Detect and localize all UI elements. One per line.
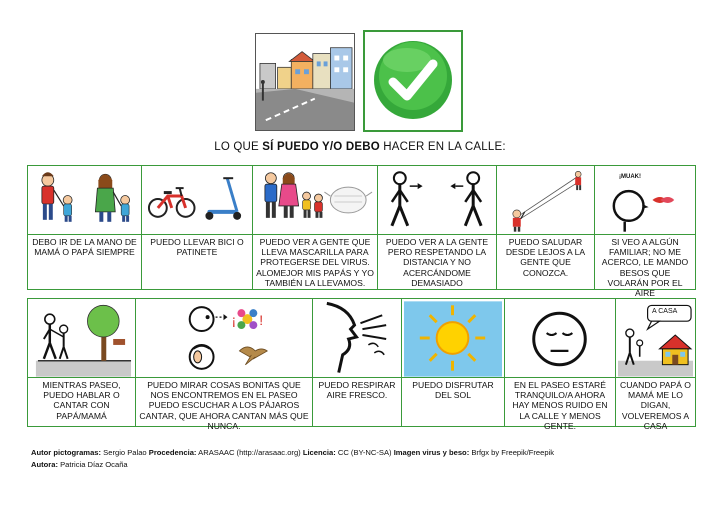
activities-grid-row-1 (27, 165, 696, 299)
activities-grid-row-2 (27, 298, 696, 431)
credit-label: Procedencia: (148, 448, 197, 457)
credits (31, 447, 554, 471)
breathe-fresh-air-icon (313, 299, 401, 377)
card-caption (497, 235, 595, 290)
svg-text:!: ! (259, 312, 264, 329)
green-checkmark-icon (365, 32, 461, 130)
title-emphasis: SÍ PUEDO Y/O DEBO (262, 141, 380, 153)
caption-bike-scooter: PUEDO LLEVAR BICI O PATINETE (150, 237, 244, 258)
credit-value: Patricia Díaz Ocaña (58, 460, 128, 469)
card-picture (497, 166, 595, 235)
svg-text:¡: ¡ (231, 312, 237, 329)
family-walking-hand-icon (28, 166, 141, 234)
bike-and-scooter-icon (142, 166, 252, 234)
caption-hand-parents: DEBO IR DE LA MANO DE MAMÁ O PAPÁ SIEMPRE (32, 237, 137, 258)
people-distance-icon (378, 166, 496, 234)
caption-mask: PUEDO VER A GENTE QUE LLEVA MASCARILLA PARA PROTEGERSE DEL VIRUS. ALOMEJOR MIS PAPÁS Y YO TAMBIÉN LA LLEVAMOS. (256, 237, 374, 288)
card-picture (595, 166, 696, 235)
pictogram-row (28, 166, 696, 235)
caption-fresh-air: PUEDO RESPIRAR AIRE FRESCO. (318, 380, 396, 401)
family-mask-icon (253, 166, 377, 234)
credit-value: Brfgx by Freepik/Freepik (469, 448, 555, 457)
air-kiss-icon (595, 166, 695, 234)
caption-talk-sing: MIENTRAS PASEO, PUEDO HABLAR O CANTAR CON PAPÁ/MAMÁ (42, 380, 121, 421)
caption-air-kiss: SI VEO A ALGÚN FAMILIAR; NO ME ACERCO, LE MANDO BESOS QUE VOLARÁN POR EL AIRE (601, 237, 689, 299)
credits-line-1 (31, 447, 554, 459)
card-caption (616, 378, 696, 431)
sun-icon (402, 299, 504, 377)
card-caption (28, 235, 142, 290)
card-picture (28, 299, 136, 378)
title-prefix: LO QUE (214, 141, 263, 153)
walking-talking-icon (28, 299, 135, 377)
caption-calm: EN EL PASEO ESTARÉ TRANQUILO/A AHORA HAY MENOS RUIDO EN LA CALLE Y MENOS GENTE. (512, 380, 608, 431)
credit-label: Imagen virus y beso: (393, 448, 470, 457)
street-scene-icon (256, 34, 354, 130)
card-picture (142, 166, 253, 235)
calm-face-icon (505, 299, 615, 377)
card-caption (28, 378, 136, 427)
card-caption (136, 378, 313, 431)
card-picture (505, 299, 616, 378)
credits-line-2 (31, 459, 554, 471)
card-picture (136, 299, 313, 378)
air-kiss-label: ¡MUAK! (619, 174, 641, 180)
credit-label: Licencia: (302, 448, 336, 457)
card-caption (378, 235, 497, 290)
card-caption (402, 378, 505, 427)
card-picture (313, 299, 402, 378)
greet-from-afar-icon (497, 166, 594, 234)
caption-row (28, 235, 696, 290)
credit-value: CC (BY-NC-SA) (335, 448, 394, 457)
page-title (0, 141, 720, 153)
caption-distance: PUEDO VER A LA GENTE PERO RESPETANDO LA DISTANCIA Y NO ACERCÁNDOME DEMASIADO (385, 237, 489, 288)
card-caption (595, 235, 696, 299)
title-suffix: HACER EN LA CALLE: (379, 141, 506, 153)
card-picture (28, 166, 142, 235)
card-picture (378, 166, 497, 235)
credit-value: Sergio Palao (101, 448, 149, 457)
card-caption (253, 235, 378, 290)
credit-label: Autor pictogramas: (31, 448, 102, 457)
go-home-label: A CASA (652, 308, 678, 315)
caption-go-home: CUANDO PAPÁ O MAMÁ ME LO DIGAN, VOLVEREMOS A CASA (620, 380, 691, 431)
card-caption (313, 378, 402, 427)
credit-value: ARASAAC (http://arasaac.org) (196, 448, 303, 457)
card-picture (253, 166, 378, 235)
card-caption (505, 378, 616, 431)
caption-greet-afar: PUEDO SALUDAR DESDE LEJOS A LA GENTE QUE CONOZCA. (505, 237, 586, 278)
look-listen-birds-icon (136, 299, 312, 377)
caption-row (28, 378, 696, 427)
caption-sun: PUEDO DISFRUTAR DEL SOL (412, 380, 494, 401)
card-caption (142, 235, 253, 290)
caption-look-listen: PUEDO MIRAR COSAS BONITAS QUE NOS ENCONTREMOS EN EL PASEO PUEDO ESCUCHAR A LOS PÁJAROS CANTAR, QUE AHORA CANTAN MÁS QUE NUNCA. (139, 380, 309, 431)
credit-label: Autora: (31, 460, 58, 469)
checkmark-picture (363, 30, 463, 132)
street-scene-picture (255, 33, 355, 131)
card-picture (616, 299, 696, 378)
pictogram-row (28, 299, 696, 378)
card-picture (402, 299, 505, 378)
